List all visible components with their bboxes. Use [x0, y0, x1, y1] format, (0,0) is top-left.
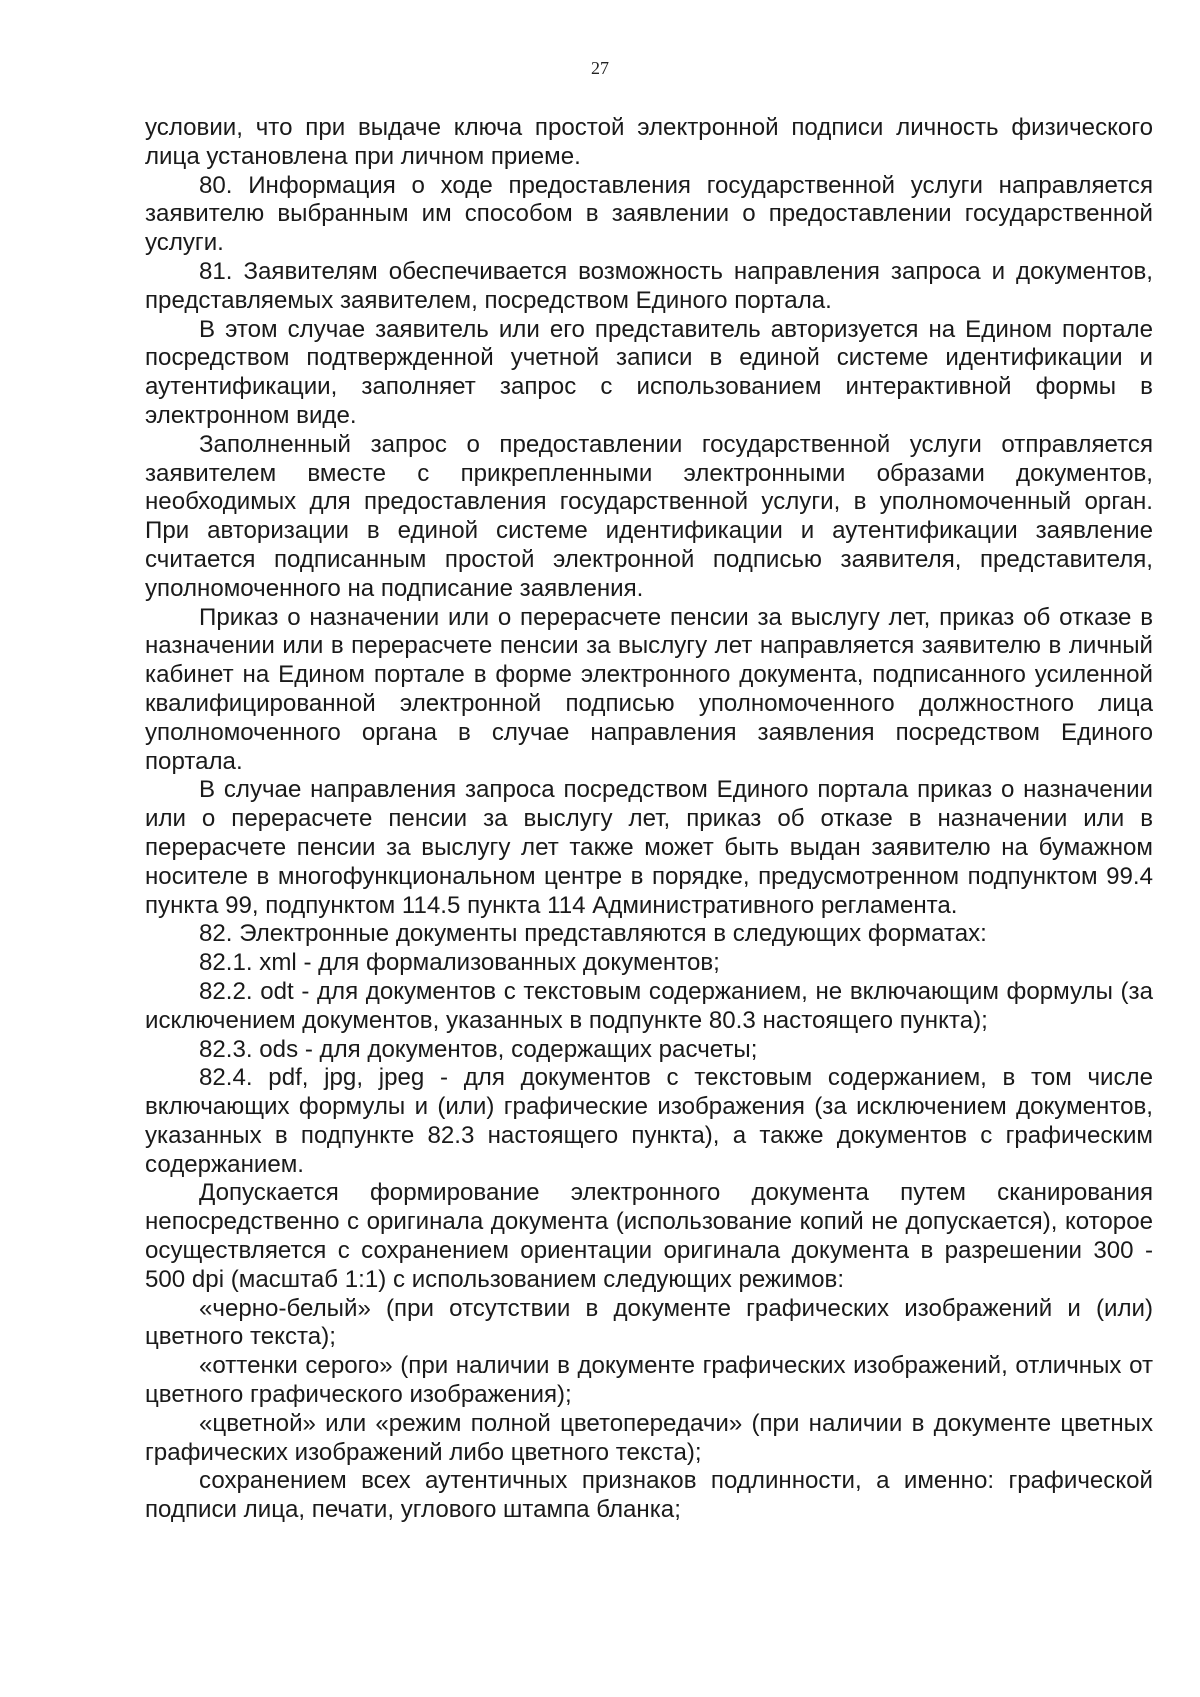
paragraph-mode-bw: «черно-белый» (при отсутствии в документе графических изображений и (или) цветного текста); — [145, 1294, 1153, 1351]
paragraph-authorization: В этом случае заявитель или его представитель авторизуется на Едином портале посредством подтвержденной учетной записи в единой системе идентификации и аутентификации, заполняет запрос с использованием интерактивной формы в электронном виде. — [145, 315, 1153, 429]
paragraph-item-82-3: 82.3. ods - для документов, содержащих расчеты; — [199, 1035, 758, 1063]
paragraph-item-80: 80. Информация о ходе предоставления государственной услуги направляется заявителю выбранным им способом в заявлении о предоставлении государственной услуги. — [145, 171, 1153, 257]
paragraph-order-paper: В случае направления запроса посредством Единого портала приказ о назначении или о перерасчете пенсии за выслугу лет, приказ об отказе в назначении или в перерасчете пенсии за выслугу лет также может быть выдан заявителю на бумажном носителе в многофункциональном центре в порядке, предусмотренном подпунктом 99.4 пункта 99, подпунктом 114.5 пункта 114 Административного регламента. — [145, 776, 1153, 919]
paragraph-mode-color: «цветной» или «режим полной цветопередачи» (при наличии в документе цветных графических изображений либо цветного текста); — [145, 1409, 1153, 1466]
page-number: 27 — [591, 58, 609, 78]
paragraph-mode-grayscale: «оттенки серого» (при наличии в документе графических изображений, отличных от цветного графического изображения); — [145, 1352, 1153, 1409]
document-body — [145, 114, 1153, 1525]
paragraph-scanning: Допускается формирование электронного документа путем сканирования непосредственно с оригинала документа (использование копий не допускается), которое осуществляется с сохранением ориентации оригинала документа в разрешении 300 - 500 dpi (масштаб 1:1) с использованием следующих режимов: — [145, 1179, 1153, 1293]
paragraph-continuation: условии, что при выдаче ключа простой электронной подписи личность физического лица установлена при личном приеме. — [145, 114, 1153, 170]
paragraph-item-82-4: 82.4. pdf, jpg, jpeg - для документов с текстовым содержанием, в том числе включающих формулы и (или) графические изображения (за исключением документов, указанных в подпункте 82.3 настоящего пункта), а также документов с графическим содержанием. — [145, 1064, 1153, 1178]
paragraph-item-82-2: 82.2. odt - для документов с текстовым содержанием, не включающим формулы (за исключением документов, указанных в подпункте 80.3 настоящего пункта); — [145, 977, 1153, 1034]
paragraph-item-82: 82. Электронные документы представляются в следующих форматах: — [199, 920, 987, 948]
paragraph-order-personal-cabinet: Приказ о назначении или о перерасчете пенсии за выслугу лет, приказ об отказе в назначении или в перерасчете пенсии за выслугу лет направляется заявителю в личный кабинет на Едином портале в форме электронного документа, подписанного усиленной квалифицированной электронной подписью уполномоченного должностного лица уполномоченного органа в случае направления заявления посредством Единого портала. — [145, 603, 1153, 775]
paragraph-item-81: 81. Заявителям обеспечивается возможность направления запроса и документов, представляемых заявителем, посредством Единого портала. — [145, 257, 1153, 314]
paragraph-authenticity: сохранением всех аутентичных признаков подлинности, а именно: графической подписи лица, печати, углового штампа бланка; — [145, 1467, 1153, 1524]
paragraph-item-82-1: 82.1. xml - для формализованных документов; — [199, 949, 720, 977]
paragraph-filled-request: Заполненный запрос о предоставлении государственной услуги отправляется заявителем вместе с прикрепленными электронными образами документов, необходимых для предоставления государственной услуги, в уполномоченный орган. При авторизации в единой системе идентификации и аутентификации заявление считается подписанным простой электронной подписью заявителя, представителя, уполномоченного на подписание заявления. — [145, 430, 1153, 602]
